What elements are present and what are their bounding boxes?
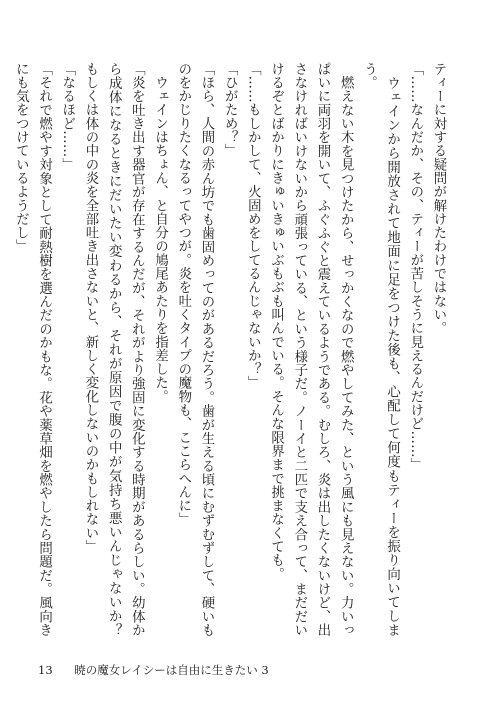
- paragraph: ティーに対する疑問が解けたわけではない。: [431, 62, 446, 335]
- paragraph: 「ほら、人間の赤ん坊でも歯固めってのがあるだろう。歯が生える頃にむずむずして、硬いものをかじりたくなるってやつが。炎を吐くタイプの魔物も、ここらへんに」: [175, 62, 214, 637]
- paragraph: ウェインはちょん、と自分の鳩尾あたりを指差した。: [152, 62, 168, 404]
- paragraph: 「ひがため？」: [222, 62, 238, 158]
- paragraph: 「……なんだか、その、ティーが苦しそうに見えるんだけど……」: [407, 62, 423, 472]
- body-text: [13, 62, 450, 651]
- paragraph: 「なるほど……」: [59, 62, 75, 172]
- paragraph: 燃えない木を見つけたから、せっかくなので燃やしてみた、という風にも見えない。力いっぱいに両羽を開いて、ふぐふぐと震えているようである。むしろ、炎は出したくないけど、出さなければいけないから頑張っている、という様子だ。ノーイと二匹で支え合って、まだだいけるぞとばかりにきゅいきゅいぶもぶも叫んでいる。そんな限界まで挑まなくても。: [268, 62, 354, 637]
- page-footer: [38, 662, 269, 678]
- paragraph: ウェインから開放されて地面に足をつけた後も、心配して何度もティーを振り向いてしまう。: [361, 62, 400, 637]
- running-title: 暁の魔女レイシーは自由に生きたい 3: [74, 663, 269, 677]
- paragraph: 「……もしかして、火固めをしてるんじゃないか？」: [245, 62, 261, 390]
- page-number: 13: [38, 663, 53, 677]
- paragraph: 「炎を吐き出す器官が存在するんだが、それがより強固に変化する時期があるらしい。幼体から成体になるときにだいたい変わるから、それが原因で腹の中が気持ち悪いんじゃないか？ もしくは体の中の炎を全部吐き出さないと、新しく変化しないのかもしれない」: [82, 62, 145, 651]
- paragraph: 「それで燃やす対象として耐熱樹を選んだのかもな。花や薬草畑を燃やしたら問題だ。風向きにも気をつけているようだし」: [13, 62, 52, 637]
